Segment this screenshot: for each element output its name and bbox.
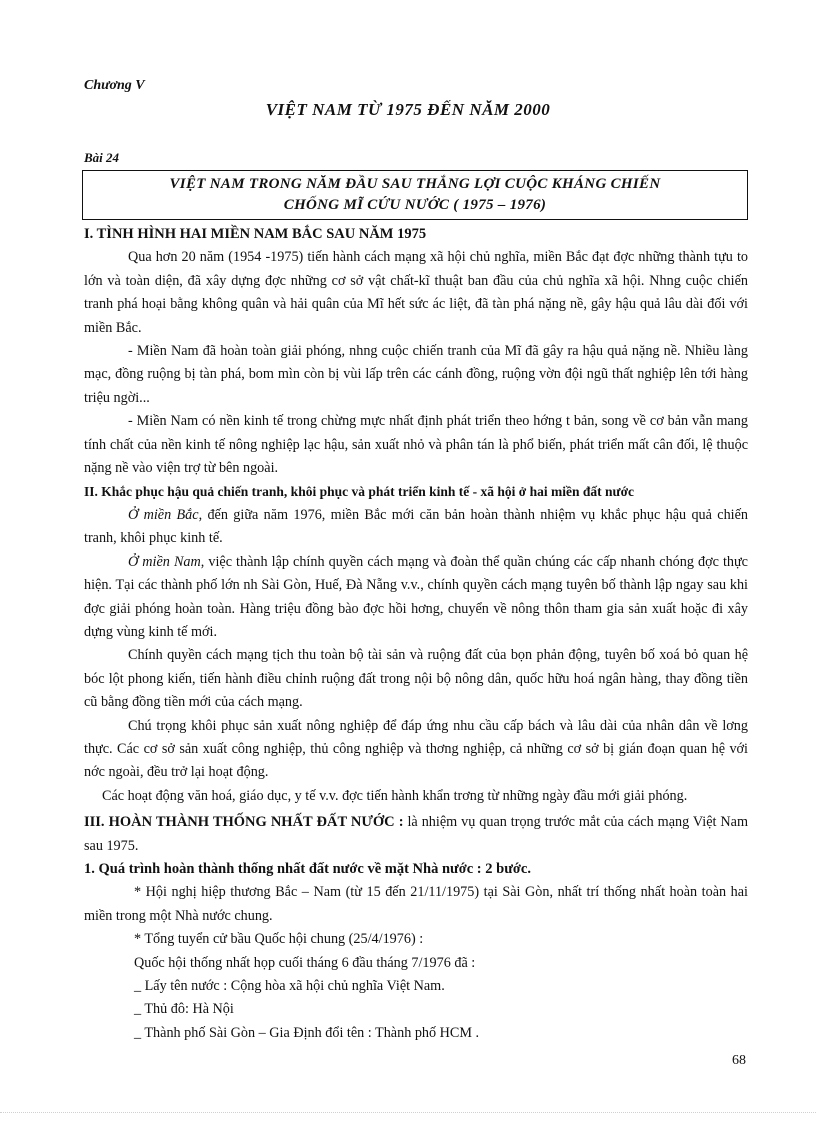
list-item: _ Lấy tên nước : Cộng hòa xã hội chủ nghĩa Việt Nam. bbox=[134, 978, 445, 994]
paragraph: Các hoạt động văn hoá, giáo dục, y tế v.v. đợc tiến hành khẩn trơng từ những ngày đầu mới giải phóng. bbox=[102, 787, 688, 804]
list-item: _ Thành phố Sài Gòn – Gia Định đổi tên : Thành phố HCM . bbox=[134, 1024, 480, 1041]
paragraph: - Miền Nam có nền kinh tế trong chừng mực nhất định phát triển theo hớng t bản, song về cơ bản vẫn mang tính chất của nền kinh tế nông nghiệp lạc hậu, sản xuất nhỏ và phân tán là phổ biến, phát triển mất cân đối, lệ thuộc nặng nề vào viện trợ từ bên ngoài. bbox=[84, 413, 748, 477]
section-2-heading: II. Khắc phục hậu quả chiến tranh, khôi phục và phát triển kinh tế - xã hội ở hai miền đất nước bbox=[84, 484, 635, 500]
list-item: _ Thủ đô: Hà Nội bbox=[134, 1001, 234, 1018]
bottom-divider bbox=[0, 1112, 816, 1113]
paragraph: Quốc hội thống nhất họp cuối tháng 6 đầu tháng 7/1976 đã : bbox=[134, 954, 476, 971]
paragraph: * Hội nghị hiệp thương Bắc – Nam (từ 15 đến 21/11/1975) tại Sài Gòn, nhất trí thống nhất hoàn toàn hai miền trong một Nhà nước chung. bbox=[84, 884, 748, 924]
paragraph: Chính quyền cách mạng tịch thu toàn bộ tài sản và ruộng đất của bọn phản động, tuyên bố xoá bỏ quan hệ bóc lột phong kiến, tiến hành điều chỉnh ruộng đất trong nội bộ nông dân, quốc hữu hoá ngân hàng, thay đồng tiền cũ bằng đồng tiền mới của cách mạng. bbox=[84, 647, 748, 711]
paragraph: Qua hơn 20 năm (1954 -1975) tiến hành cách mạng xã hội chủ nghĩa, miền Bắc đạt đợc những thành tựu to lớn và toàn diện, đã xây dựng đợc những cơ sở vật chất-kĩ thuật ban đầu của chủ nghĩa xã hội. Nhng cuộc chiến tranh phá hoại bằng không quân và hải quân của Mĩ hết sức ác liệt, đã tàn phá nặng nề, gây hậu quả lâu dài đối với miền Bắc. bbox=[84, 249, 748, 336]
page-number: 68 bbox=[732, 1053, 746, 1068]
paragraph-text: , việc thành lập chính quyền cách mạng và đoàn thể quần chúng các cấp nhanh chóng đợc thực hiện. Tại các thành phố lớn nh Sài Gòn, Huế, Đà Nẵng v.v., chính quyền cách mạng tuyên bố thành lập ngay sau khi đợc giải phóng hoàn toàn. Hàng triệu đồng bào đợc hồi hơng, chuyển về nông thôn tham gia sản xuất hoặc đi xây dựng vùng kinh tế mới. bbox=[84, 553, 748, 640]
paragraph bbox=[84, 504, 748, 551]
paragraph: * Tổng tuyển cử bầu Quốc hội chung (25/4/1976) : bbox=[134, 931, 424, 948]
section-3-heading-line bbox=[84, 811, 748, 858]
chapter-label: Chương V bbox=[84, 78, 145, 93]
chapter-title: VIỆT NAM TỪ 1975 ĐẾN NĂM 2000 bbox=[265, 100, 551, 119]
lesson-title-line1: VIỆT NAM TRONG NĂM ĐẦU SAU THẮNG LỢI CUỘC KHÁNG CHIẾN bbox=[169, 176, 661, 192]
section-3-heading: III. HOÀN THÀNH THỐNG NHẤT ĐẤT NƯỚC : bbox=[84, 814, 404, 831]
lesson-label: Bài 24 bbox=[84, 150, 120, 165]
section-3-subheading: 1. Quá trình hoàn thành thống nhất đất nước về mặt Nhà nước : 2 bước. bbox=[84, 860, 531, 877]
section-3-heading-rest: là nhiệm vụ quan trọng trước mắt của cách mạng Việt Nam sau 1975. bbox=[84, 814, 748, 854]
lead-phrase: Ở miền Nam bbox=[128, 553, 201, 570]
section-1-heading: I. TÌNH HÌNH HAI MIỀN NAM BẮC SAU NĂM 1975 bbox=[84, 226, 427, 242]
lead-phrase: Ở miền Bắc bbox=[128, 506, 199, 523]
lesson-title-box bbox=[82, 170, 748, 220]
body-text bbox=[84, 223, 748, 1045]
paragraph bbox=[84, 551, 748, 645]
paragraph-text: , đến giữa năm 1976, miền Bắc mới căn bản hoàn thành nhiệm vụ khắc phục hậu quả chiến tranh, khôi phục kinh tế. bbox=[84, 506, 749, 547]
lesson-title-line2: CHỐNG MĨ CỨU NƯỚC ( 1975 – 1976) bbox=[283, 197, 547, 213]
paragraph: Chú trọng khôi phục sản xuất nông nghiệp để đáp ứng nhu cầu cấp bách và lâu dài của nhân dân về lơng thực. Các cơ sở sản xuất công nghiệp, thủ công nghiệp và thơng nghiệp, cả những cơ sở bị gián đoạn quan hệ với nớc ngoài, đều trở lại hoạt động. bbox=[84, 717, 748, 781]
paragraph: - Miền Nam đã hoàn toàn giải phóng, nhng cuộc chiến tranh của Mĩ đã gây ra hậu quả nặng nề. Nhiều làng mạc, đồng ruộng bị tàn phá, bom mìn còn bị vùi lấp trên các cánh đồng, ruộng vờn đội ngũ thất nghiệp lên tới hàng triệu ngời... bbox=[84, 343, 748, 406]
